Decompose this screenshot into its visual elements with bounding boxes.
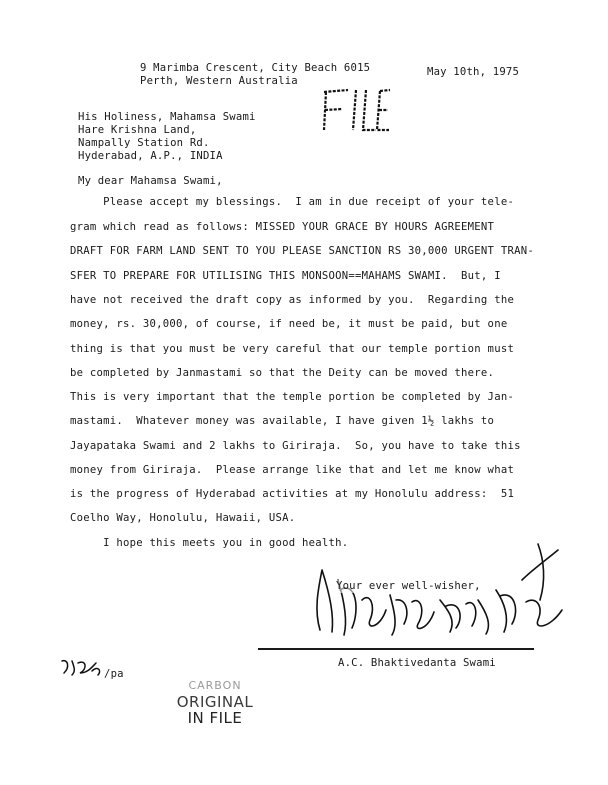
body-line: Coelho Way, Honolulu, Hawaii, USA. xyxy=(70,512,296,524)
body-line: is the progress of Hyderabad activities at my Honolulu address: 51 xyxy=(70,488,515,500)
recipient-line2: Hare Krishna Land, xyxy=(78,124,197,136)
salutation: My dear Mahamsa Swami, xyxy=(78,175,223,187)
body-line: DRAFT FOR FARM LAND SENT TO YOU PLEASE SANCTION RS 30,000 URGENT TRAN- xyxy=(70,245,534,257)
body-line: thing is that you must be very careful that our temple portion must xyxy=(70,343,515,355)
body-line: gram which read as follows: MISSED YOUR GRACE BY HOURS AGREEMENT xyxy=(70,221,495,233)
typed-signature: A.C. Bhaktivedanta Swami xyxy=(338,657,496,669)
stamp-line2: ORIGINAL xyxy=(176,693,254,711)
stamp-line3: IN FILE xyxy=(187,709,243,727)
body-line: money from Giriraja. Please arrange like that and let me know what xyxy=(70,464,515,476)
signature-rule xyxy=(258,648,534,650)
recipient-line4: Hyderabad, A.P., INDIA xyxy=(78,150,223,162)
body-line: Jayapataka Swami and 2 lakhs to Giriraja. So, you have to take this xyxy=(70,440,521,452)
sender-address-line1: 9 Marimba Crescent, City Beach 6015 xyxy=(140,62,371,74)
recipient-line1: His Holiness, Mahamsa Swami xyxy=(78,111,256,123)
closing-line: I hope this meets you in good health. xyxy=(70,537,349,549)
valediction: Your ever well-wisher, xyxy=(336,580,481,592)
file-stamp xyxy=(318,86,392,136)
body-line: money, rs. 30,000, of course, if need be, it must be paid, but one xyxy=(70,318,508,330)
body-line: be completed by Janmastami so that the Deity can be moved there. xyxy=(70,367,495,379)
handwritten-initials xyxy=(58,655,106,679)
letter-date: May 10th, 1975 xyxy=(427,66,520,78)
body-line: This is very important that the temple portion be completed by Jan- xyxy=(70,391,515,403)
body-line: SFER TO PREPARE FOR UTILISING THIS MONSOON==MAHAMS SWAMI. But, I xyxy=(70,270,501,282)
stamp-line1: CARBON xyxy=(188,679,242,692)
file-stamp-text: FILE xyxy=(318,86,321,87)
carbon-copy-stamp xyxy=(170,678,260,726)
recipient-line3: Nampally Station Rd. xyxy=(78,137,210,149)
sender-address-line2: Perth, Western Australia xyxy=(140,75,298,87)
reference-initials: /pa xyxy=(104,668,124,680)
body-line: mastami. Whatever money was available, I have given 1½ lakhs to xyxy=(70,415,495,427)
body-line: Please accept my blessings. I am in due receipt of your tele- xyxy=(70,196,515,208)
body-line: have not received the draft copy as informed by you. Regarding the xyxy=(70,294,515,306)
